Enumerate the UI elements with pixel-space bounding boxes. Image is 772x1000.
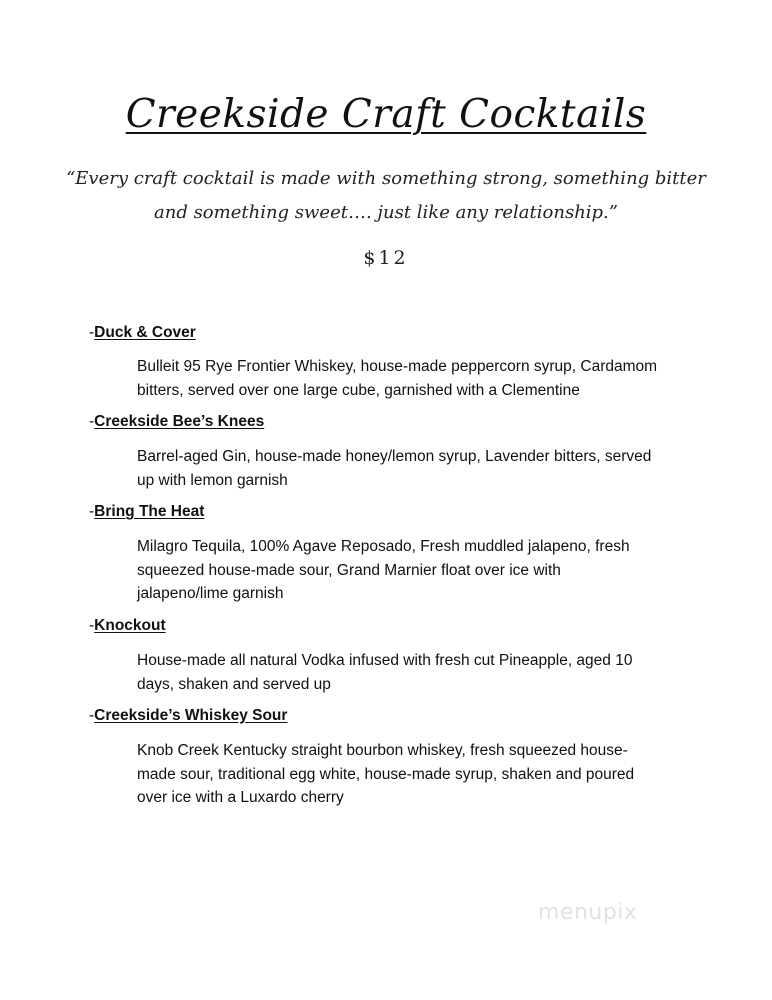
item-dash: - bbox=[89, 413, 95, 430]
cocktail-description bbox=[137, 739, 697, 810]
quote-line: “Every craft cocktail is made with something strong, something bitter bbox=[66, 168, 706, 189]
description-line: Bulleit 95 Rye Frontier Whiskey, house-made peppercorn syrup, Cardamom bbox=[137, 358, 658, 375]
description-line: Milagro Tequila, 100% Agave Reposado, Fresh muddled jalapeno, fresh bbox=[137, 538, 630, 555]
description-line: over ice with a Luxardo cherry bbox=[137, 789, 344, 806]
description-line: made sour, traditional egg white, house-made syrup, shaken and poured bbox=[137, 765, 635, 783]
cocktail-name bbox=[89, 617, 166, 635]
item-label: Creekside Bee’s Knees bbox=[94, 413, 265, 430]
cocktail-description bbox=[137, 355, 697, 402]
item-label: Creekside’s Whiskey Sour bbox=[94, 707, 288, 724]
item-dash: - bbox=[89, 617, 95, 634]
description-line: Barrel-aged Gin, house-made honey/lemon syrup, Lavender bitters, served bbox=[137, 448, 652, 465]
description-line: jalapeno/lime garnish bbox=[137, 585, 284, 602]
item-dash: - bbox=[89, 324, 95, 341]
menu-title: Creekside Craft Cocktails bbox=[125, 92, 647, 137]
item-dash: - bbox=[89, 503, 95, 520]
watermark-logo: menupix bbox=[538, 900, 638, 925]
item-dash: - bbox=[89, 707, 95, 724]
cocktail-name bbox=[89, 707, 287, 725]
description-line: up with lemon garnish bbox=[137, 471, 288, 489]
description-line: House-made all natural Vodka infused with fresh cut Pineapple, aged 10 bbox=[137, 652, 633, 669]
item-label: Duck & Cover bbox=[94, 324, 196, 341]
description-line: days, shaken and served up bbox=[137, 675, 331, 693]
quote-line: and something sweet…. just like any relationship.” bbox=[154, 202, 618, 223]
item-label: Bring The Heat bbox=[94, 503, 205, 520]
description-line: Knob Creek Kentucky straight bourbon whiskey, fresh squeezed house- bbox=[137, 742, 628, 759]
cocktail-name bbox=[89, 324, 196, 342]
cocktail-description bbox=[137, 649, 697, 696]
cocktail-name bbox=[89, 413, 264, 431]
cocktail-name bbox=[89, 503, 204, 521]
cocktail-description bbox=[137, 445, 697, 492]
menu-price: $12 bbox=[363, 247, 409, 269]
description-line: squeezed house-made sour, Grand Marnier float over ice with bbox=[137, 561, 561, 579]
description-line: bitters, served over one large cube, garnished with a Clementine bbox=[137, 381, 580, 399]
cocktail-description bbox=[137, 535, 697, 606]
item-label: Knockout bbox=[94, 617, 166, 634]
